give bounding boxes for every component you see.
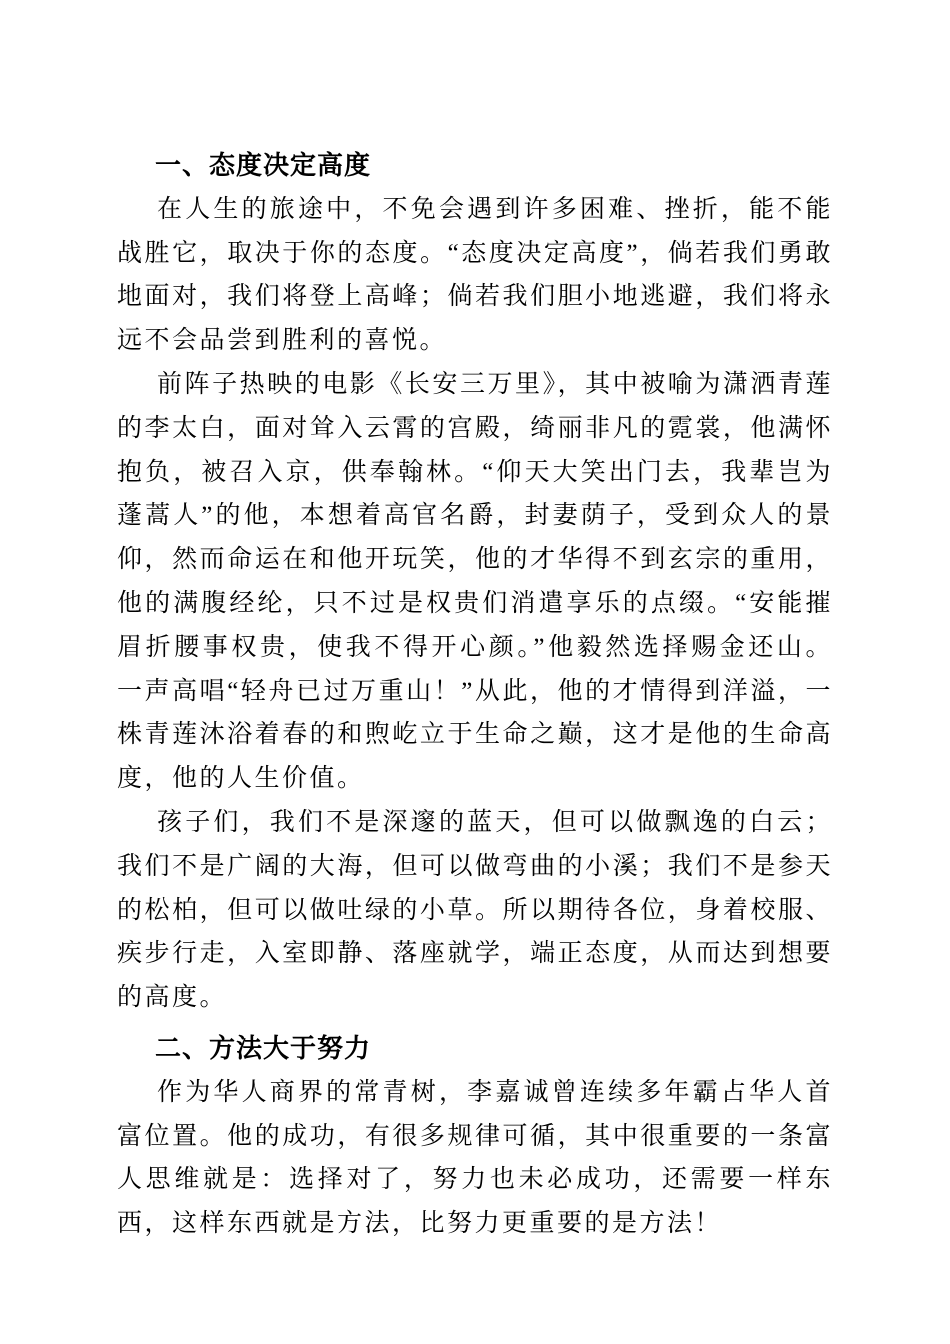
section-1-paragraph-2: 前阵子热映的电影《长安三万里》，其中被喻为潇洒青莲的李太白，面对耸入云霄的宫殿，绮丽非凡的霓裳，他满怀抱负，被召入京，供奉翰林。“仰天大笑出门去，我辈岂为蓬蒿人”的他，本想着高官名爵，封妻荫子，受到众人的景仰，然而命运在和他开玩笑，他的才华得不到玄宗的重用，他的满腹经纶，只不过是权贵们消遣享乐的点缀。“安能摧眉折腰事权贵，使我不得开心颜。”他毅然选择赐金还山。一声高唱“轻舟已过万重山！”从此，他的才情得到洋溢，一株青莲沐浴着春的和煦屹立于生命之巅，这才是他的生命高度，他的人生价值。: [117, 370, 833, 793]
section-2-paragraph-1: 作为华人商界的常青树，李嘉诚曾连续多年霸占华人首富位置。他的成功，有很多规律可循，其中很重要的一条富人思维就是：选择对了，努力也未必成功，还需要一样东西，这样东西就是方法，比努力更重要的是方法！: [117, 1078, 833, 1238]
section-2-heading: 二、方法大于努力: [155, 1032, 372, 1063]
section-1-heading: 一、态度决定高度: [155, 150, 372, 180]
section-1-paragraph-3: 孩子们，我们不是深邃的蓝天，但可以做飘逸的白云；我们不是广阔的大海，但可以做弯曲的小溪；我们不是参天的松柏，但可以做吐绿的小草。所以期待各位，身着校服、疾步行走，入室即静、落座就学，端正态度，从而达到想要的高度。: [117, 808, 833, 1012]
section-1-paragraph-1: 在人生的旅途中，不免会遇到许多困难、挫折，能不能战胜它，取决于你的态度。“态度决定高度”，倘若我们勇敢地面对，我们将登上高峰；倘若我们胆小地逃避，我们将永远不会品尝到胜利的喜悦。: [117, 195, 833, 355]
